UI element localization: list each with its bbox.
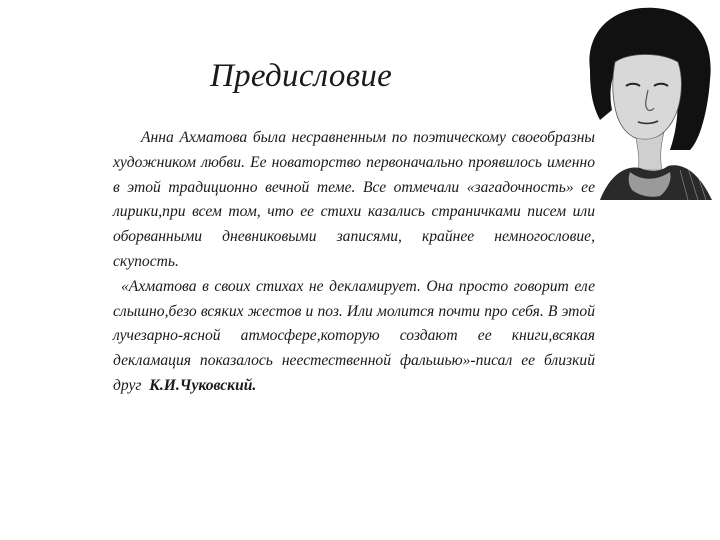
slide-body	[113, 126, 595, 399]
portrait-face	[613, 55, 682, 141]
paragraph-2	[113, 275, 595, 399]
slide-title: Предисловие	[210, 58, 393, 94]
paragraph-1: Анна Ахматова была несравненным по поэтическому своеобразны художником любви. Ее новаторство первоначально проявилось именно в этой традиционно вечной теме. Все отмечали «загадочность» ее лирики,при всем том, что ее стихи казались страничками писем или оборванными дневниковыми записями, крайнее немногословие, скупость.	[113, 129, 595, 270]
portrait-image	[560, 0, 720, 200]
author-name: К.И.Чуковский.	[149, 376, 257, 394]
paragraph-2-text: «Ахматова в своих стихах не декламирует. Она просто говорит еле слышно,безо всяких жестов и поз. Или молится почти про себя. В этой лучезарно-ясной атмосфере,которую создают ее книги,всякая декламация показалось неестественной фальшью»-писал ее близкий друг	[113, 277, 595, 394]
